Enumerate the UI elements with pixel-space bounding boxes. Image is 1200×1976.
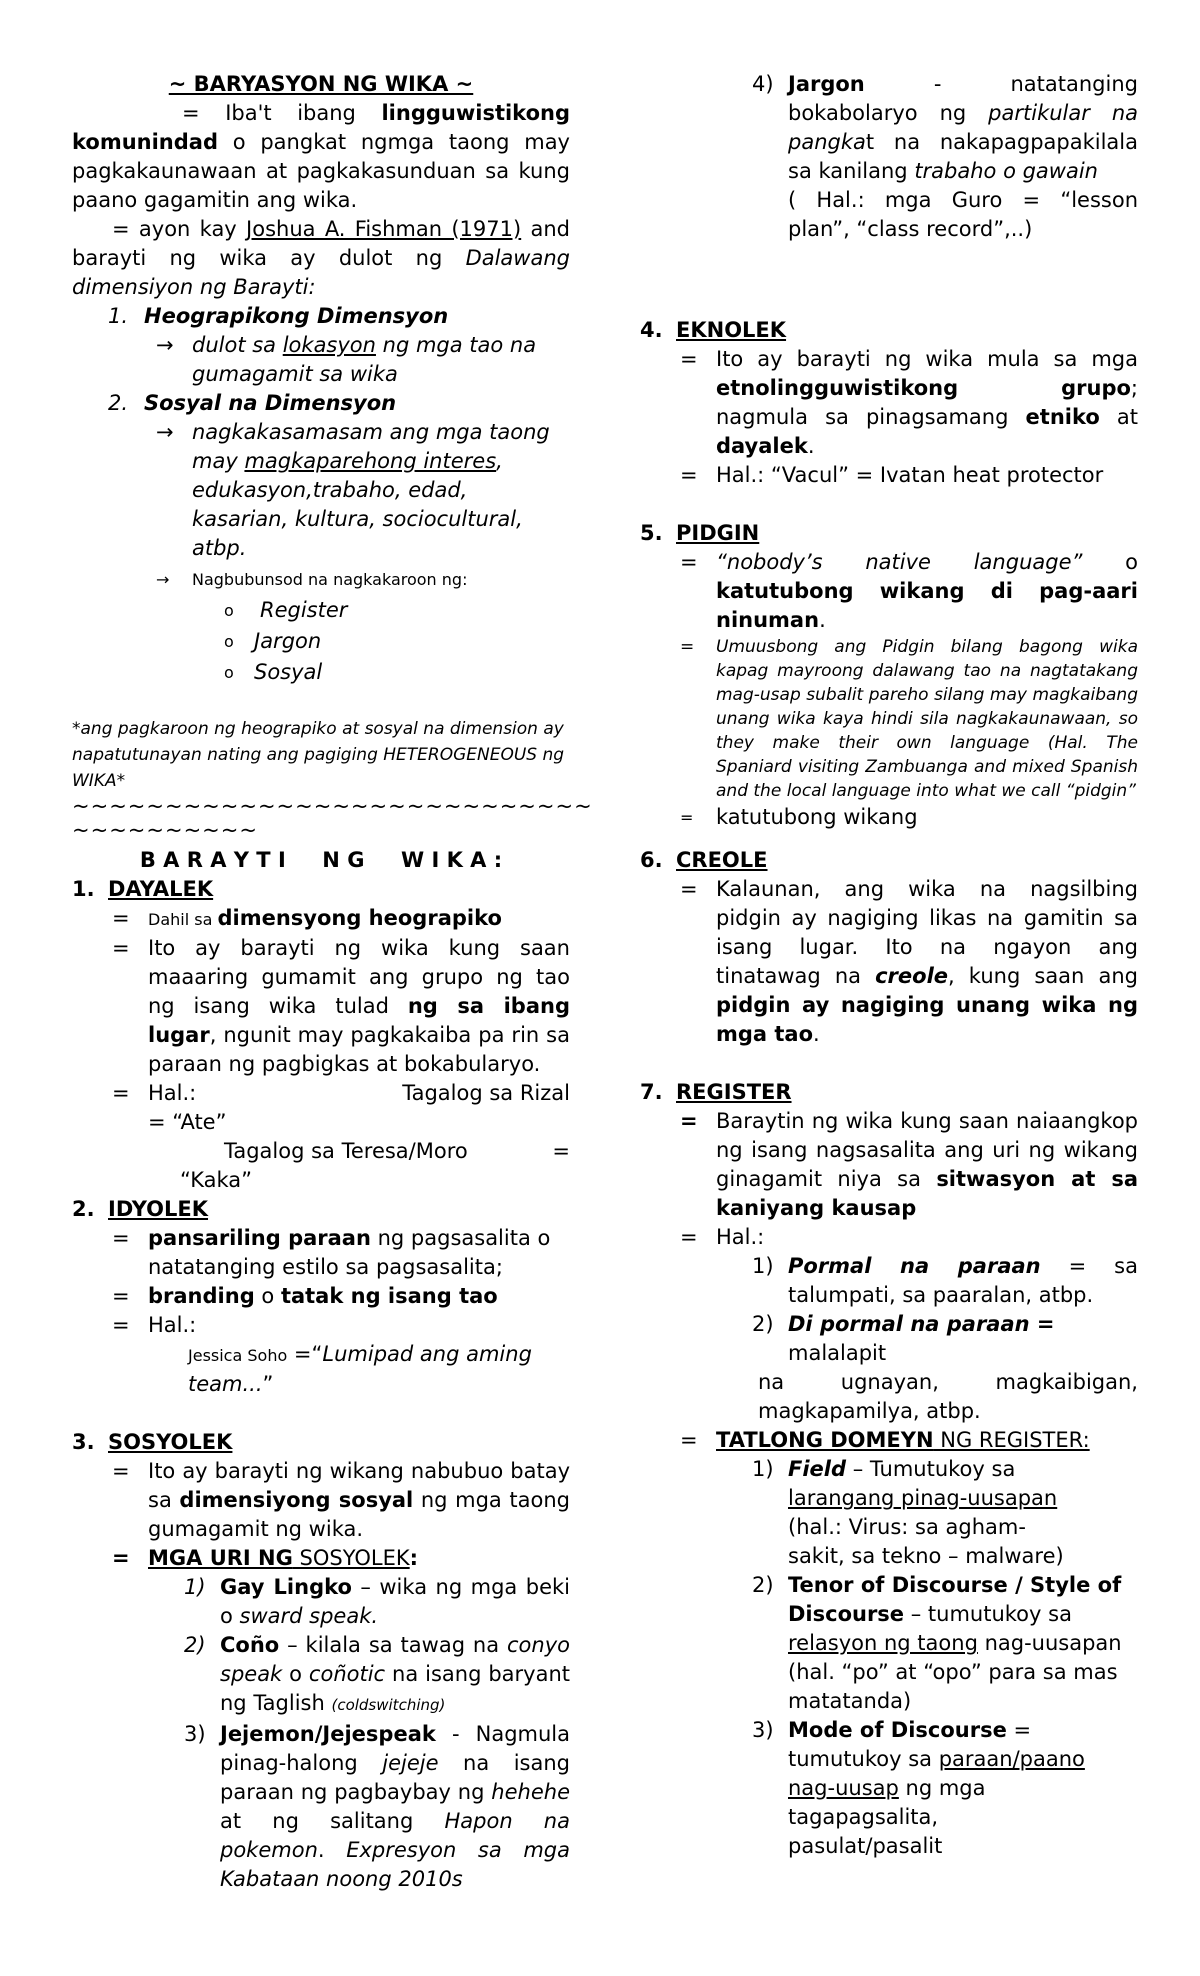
dayalek-heading: 1. DAYALEK	[72, 877, 214, 901]
idyolek-item: = branding o tatak ng isang tao	[112, 1284, 498, 1308]
circle-bullet-icon: o	[224, 663, 234, 682]
dimension-1-detail: → dulot sa lokasyon ng mga tao na gumagamit sa wika	[156, 333, 537, 386]
page-title: ~ BARYASYON NG WIKA ~	[168, 72, 474, 96]
register-example-informal-cont: na ugnayan, magkaibigan, magkapamilya, atbp.	[758, 1370, 1138, 1423]
pidgin-item: = “nobody’s native language” o katutubong wikang di pag-aari ninuman.	[680, 550, 1138, 632]
dayalek-item: = Ito ay barayti ng wika kung saan maaaring gumamit ang grupo ng tao ng isang wika tulad ng sa ibang lugar, ngunit may pagkakaiba pa rin sa paraan ng pagbigkas at bokabularyo.	[112, 936, 570, 1076]
subitem-sosyal: o Sosyal	[72, 658, 570, 687]
dimension-1: 1. Heograpikong Dimensyon	[108, 304, 449, 328]
intro-paragraph: = Iba't ibang lingguwistikong komunindad o pangkat ngmga taong may pagkakaunawaan at pagkakasunduan sa kung paano gagamitin ang wika.	[72, 101, 570, 212]
sosyolek-type-gay-lingko: 1) Gay Lingko – wika ng mga beki o sward speak.	[184, 1575, 570, 1628]
register-domain-mode: 3) Mode of Discourse = tumutukoy sa paraan/paano nag-uusap ng mga tagapagsalita, pasulat/pasalit	[752, 1718, 1085, 1858]
dayalek-example: = Hal.: Tagalog sa Rizal = “Ate” Tagalog sa Teresa/Moro = “Kaka”	[112, 1081, 570, 1192]
pidgin-heading: 5. PIDGIN	[640, 521, 760, 545]
right-column	[640, 70, 1138, 1861]
arrow-right-icon: →	[156, 420, 174, 444]
left-column	[72, 70, 593, 1894]
idyolek-example: Jessica Soho =“Lumipad ang aming team...”	[188, 1342, 532, 1396]
register-item: = Baraytin ng wika kung saan naiaangkop ng isang nagsasalita ang uri ng wikang ginagamit niya sa sitwasyon at sa kaniyang kausap	[680, 1109, 1138, 1220]
idyolek-item: = Hal.:	[112, 1313, 197, 1337]
dimension-2-detail: → nagkakasamasam ang mga taong may magkaparehong interes, edukasyon,trabaho, edad, kasarian, kultura, sociocultural, atbp.	[156, 420, 550, 560]
dimension-2: 2. Sosyal na Dimensyon	[108, 391, 397, 415]
pidgin-item: = katutubong wikang	[680, 805, 918, 829]
tilde-divider: ~~~~~~~~~~~~~~~~~~~~~~~~~~~~ ~~~~~~~~~~	[72, 794, 593, 842]
sosyolek-heading: 3. SOSYOLEK	[72, 1430, 233, 1454]
circle-bullet-icon: o	[224, 601, 234, 620]
eknolek-item: = Hal.: “Vacul” = Ivatan heat protector	[680, 463, 1104, 487]
register-example-informal: 2) Di pormal na paraan = malalapit	[752, 1312, 1055, 1365]
section-title: B A R A Y T I N G W I K A :	[139, 848, 503, 872]
eknolek-heading: 4. EKNOLEK	[640, 318, 787, 342]
subitem-register: o Register	[72, 596, 570, 625]
subitem-jargon: o Jargon	[72, 627, 570, 656]
sosyolek-type-jejemon: 3) Jejemon/Jejespeak - Nagmula pinag-halong jejeje na isang paraan ng pagbaybay ng hehehe at ng salitang Hapon na pokemon. Expresyon sa mga Kabataan noong 2010s	[184, 1722, 571, 1891]
sosyolek-types-heading: = MGA URI NG SOSYOLEK:	[112, 1546, 419, 1570]
heterogeneous-note: *ang pagkaroon ng heograpiko at sosyal na dimension ay napatutunayan nating ang pagiging HETEROGENEOUS ng WIKA*	[72, 719, 565, 791]
arrow-right-icon: →	[156, 570, 170, 589]
register-domains-heading: = TATLONG DOMEYN NG REGISTER:	[680, 1428, 1090, 1452]
register-domain-tenor: 2) Tenor of Discourse / Style of Discourse – tumutukoy sa relasyon ng taong nag-uusapan (hal. “po” at “opo” para sa mas matatanda)	[752, 1573, 1122, 1713]
pidgin-item: = Umuusbong ang Pidgin bilang bagong wika kapag mayroong dalawang tao na nagtatakang mag-usap subalit pareho silang may magkaibang unang wika kaya hindi sila nagkakaunawaan, so they make their own language (Hal. The Spaniard visiting Zambuanga and mixed Spanish and the local language into what we call “pidgin”	[680, 637, 1138, 801]
register-item: = Hal.:	[680, 1225, 765, 1249]
register-heading: 7. REGISTER	[640, 1080, 792, 1104]
sosyolek-item: = Ito ay barayti ng wikang nabubuo batay sa dimensiyong sosyal ng mga taong gumagamit ng wika.	[112, 1459, 570, 1541]
arrow-right-icon: →	[156, 333, 174, 357]
idyolek-heading: 2. IDYOLEK	[72, 1197, 209, 1221]
circle-bullet-icon: o	[224, 632, 234, 651]
dimension-2-sub: → Nagbubunsod na nagkakaroon ng:	[72, 565, 570, 594]
idyolek-item: = pansariling paraan ng pagsasalita o natatanging estilo sa pagsasalita;	[112, 1226, 551, 1279]
eknolek-item: = Ito ay barayti ng wika mula sa mga etnolingguwistikong grupo; nagmula sa pinagsamang etniko at dayalek.	[680, 347, 1138, 458]
fishman-paragraph: = ayon kay Joshua A. Fishman (1971) and barayti ng wika ay dulot ng Dalawang dimensiyon ng Barayti:	[72, 217, 570, 299]
creole-item: = Kalaunan, ang wika na nagsilbing pidgin ay nagiging likas na gamitin sa isang lugar. Ito na ngayon ang tinatawag na creole, kung saan ang pidgin ay nagiging unang wika ng mga tao.	[680, 877, 1138, 1046]
sosyolek-type-cono: 2) Coño – kilala sa tawag na conyo speak o coñotic na isang baryant ng Taglish (coldswitching)	[184, 1633, 570, 1715]
register-domain-field: 1) Field – Tumutukoy sa larangang pinag-uusapan (hal.: Virus: sa agham-sakit, sa tekno – malware)	[752, 1457, 1064, 1568]
dayalek-item: = Dahil sa dimensyong heograpiko	[112, 906, 502, 930]
jargon-item: 4) Jargon - natatanging bokabolaryo ng partikular na pangkat na nakapagpapakilala sa kanilang trabaho o gawain ( Hal.: mga Guro = “lesson plan”, “class record”,..)	[752, 72, 1139, 241]
register-example-formal: 1) Pormal na paraan = sa talumpati, sa paaralan, atbp.	[752, 1254, 1138, 1307]
creole-heading: 6. CREOLE	[640, 848, 768, 872]
